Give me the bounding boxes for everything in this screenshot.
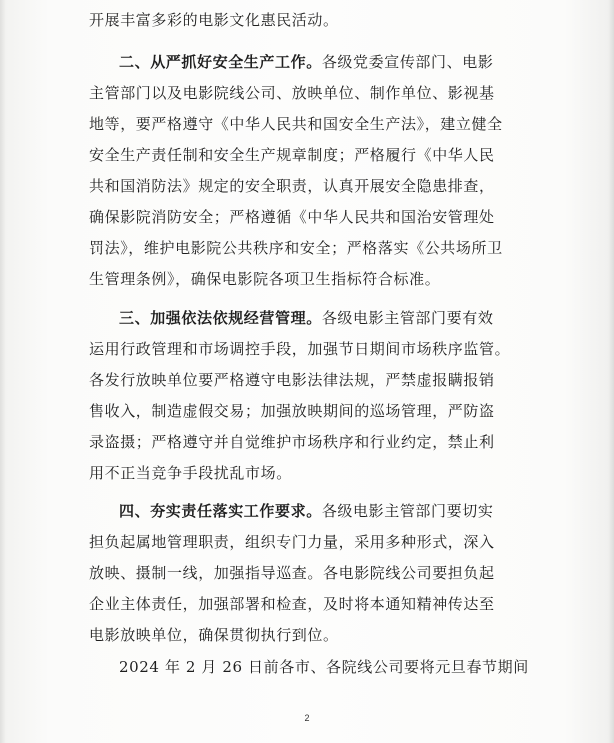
body-text-line: 共和国消防法》规定的安全职责，认真开展安全隐患排查， bbox=[89, 177, 495, 195]
body-text: 各级电影主管部门要有效 bbox=[321, 309, 494, 327]
body-text-line: 确保影院消防安全；严格遵循《中华人民共和国治安管理处 bbox=[89, 208, 495, 226]
page-edge-shadow-right bbox=[608, 0, 614, 743]
body-text-line: 录盗摄；严格遵守并自觉维护市场秩序和行业约定，禁止利 bbox=[89, 433, 495, 451]
body-text-line: 各发行放映单位要严格遵守电影法律法规，严禁虚报瞒报销 bbox=[89, 371, 495, 389]
page-edge-shadow-left bbox=[0, 0, 6, 743]
body-text-line: 用不正当竞争手段扰乱市场。 bbox=[89, 464, 292, 482]
body-text-line: 生管理条例》，确保电影院各项卫生指标符合标准。 bbox=[89, 270, 441, 288]
body-text-line: 担负起属地管理职责，组织专门力量，采用多种形式，深入 bbox=[89, 533, 495, 551]
body-text-line: 2024 年 2 月 26 日前各市、各院线公司要将元旦春节期间 bbox=[119, 658, 529, 676]
page-number: 2 bbox=[304, 713, 310, 723]
body-text-line: 电影放映单位，确保贯彻执行到位。 bbox=[89, 626, 339, 644]
section-3-first-line bbox=[119, 304, 529, 332]
section-2-first-line bbox=[119, 48, 529, 76]
body-text-line: 放映、摄制一线，加强指导巡查。各电影院线公司要担负起 bbox=[89, 564, 495, 582]
body-text: 各级电影主管部门要切实 bbox=[321, 502, 494, 520]
section-4-first-line bbox=[119, 497, 529, 525]
body-text-line: 罚法》，维护电影院公共秩序和安全；严格落实《公共场所卫 bbox=[89, 239, 503, 257]
section-heading: 二、从严抓好安全生产工作。 bbox=[119, 53, 322, 71]
body-text-line: 售收入，制造虚假交易；加强放映期间的巡场管理，严防盗 bbox=[89, 402, 495, 420]
body-text-line: 企业主体责任，加强部署和检查，及时将本通知精神传达至 bbox=[89, 595, 495, 613]
body-text-line: 运用行政管理和市场调控手段，加强节日期间市场秩序监管。 bbox=[89, 340, 511, 358]
body-text-line: 地等，要严格遵守《中华人民共和国安全生产法》，建立健全 bbox=[89, 115, 503, 133]
section-heading: 四、夯实责任落实工作要求。 bbox=[119, 502, 322, 520]
body-text-line: 安全生产责任制和安全生产规章制度；严格履行《中华人民 bbox=[89, 146, 495, 164]
section-heading: 三、加强依法依规经营管理。 bbox=[119, 309, 322, 327]
body-text-line: 开展丰富多彩的电影文化惠民活动。 bbox=[89, 11, 339, 29]
body-text: 各级党委宣传部门、电影 bbox=[321, 53, 494, 71]
body-text-line: 主管部门以及电影院线公司、放映单位、制作单位、影视基 bbox=[89, 84, 495, 102]
